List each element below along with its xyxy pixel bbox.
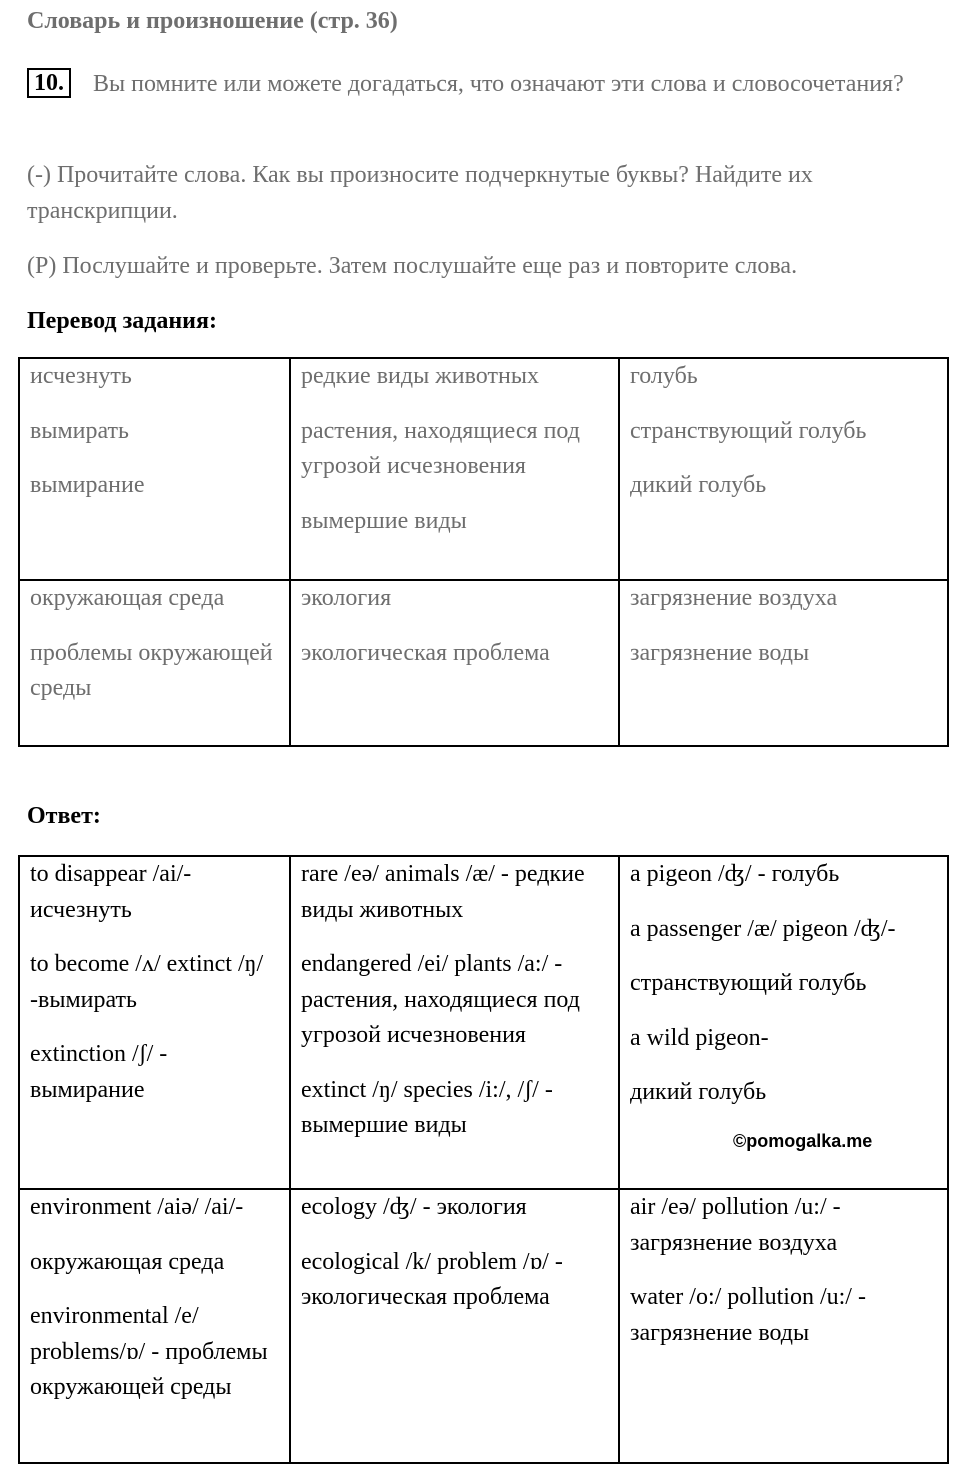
task-number: 10. [27,68,71,98]
translation-cell [19,580,290,746]
phrase: water /o:/ pollution /u:/ - загрязнение воды [630,1284,866,1346]
phrase: rare /eə/ animals /æ/ - редкие виды животных [301,861,585,923]
task-statement [27,66,927,102]
phrase: исчезнуть [30,363,132,389]
phrase: вымирание [30,472,145,498]
phrase: экология [301,585,392,611]
phrase: extinction /ʃ/ - вымирание [30,1041,168,1103]
phrase: редкие виды животных [301,363,539,389]
translation-cell [619,358,948,580]
phrase: дикий голубь [630,1079,767,1105]
phrase: a pigeon /ʤ/ - голубь [630,861,840,887]
translation-row [19,358,948,580]
phrase: окружающая среда [30,585,225,611]
phrase: a wild pigeon- [630,1024,769,1051]
phrase: окружающая среда [30,1248,225,1275]
phrase: endangered /ei/ plants /a:/ - растения, находящиеся под угрозой исчезновения [301,951,580,1048]
page-title: Словарь и произношение (стр. 36) [27,8,398,34]
phrase: загрязнение воды [630,639,810,666]
translation-cell [290,358,619,580]
watermark: ©pomogalka.me [733,1131,873,1151]
instruction-listen: (P) Послушайте и проверьте. Затем послушайте еще раз и повторите слова. [27,253,798,279]
phrase: странствующий голубь [630,970,867,996]
translation-cell [290,580,619,746]
translation-row [19,580,948,746]
answer-table [18,855,949,1464]
phrase: растения, находящиеся под угрозой исчезновения [301,417,580,479]
phrase: дикий голубь [630,472,767,498]
phrase: a passenger /æ/ pigeon /ʤ/- [630,915,896,942]
phrase: ecological /k/ problem /ɒ/ - экологическая проблема [301,1248,563,1310]
phrase: экологическая проблема [301,639,550,666]
phrase: air /eə/ pollution /u:/ - загрязнение воздуха [630,1194,841,1256]
answer-cell [290,856,619,1189]
translation-cell [619,580,948,746]
phrase: environment /aiə/ /ai/- [30,1194,244,1220]
translation-table [18,357,949,747]
translation-label: Перевод задания: [27,308,217,334]
answer-cell [619,1189,948,1463]
translation-cell [19,358,290,580]
phrase: environmental /e/ problems/ɒ/ - проблемы окружающей среды [30,1303,268,1400]
phrase: to become /ʌ/ extinct /ŋ/ -вымирать [30,951,264,1013]
answer-label: Ответ: [27,803,101,829]
answer-cell [19,856,290,1189]
phrase: вымирать [30,417,129,444]
phrase: странствующий голубь [630,417,867,444]
phrase: вымершие виды [301,507,467,534]
instruction-read: (-) Прочитайте слова. Как вы произносите подчеркнутые буквы? Найдите их транскрипции. [27,162,813,224]
task-text: Вы помните или можете догадаться, что означают эти слова и словосочетания? [93,71,904,97]
phrase: ecology /ʤ/ - экология [301,1194,527,1220]
phrase: extinct /ŋ/ species /i:/, /ʃ/ - вымершие виды [301,1076,553,1138]
phrase: to disappear /ai/- исчезнуть [30,861,192,923]
answer-row [19,1189,948,1463]
phrase: проблемы окружающей среды [30,639,273,701]
answer-cell [290,1189,619,1463]
answer-cell [19,1189,290,1463]
phrase: загрязнение воздуха [630,585,838,611]
phrase: голубь [630,363,698,389]
